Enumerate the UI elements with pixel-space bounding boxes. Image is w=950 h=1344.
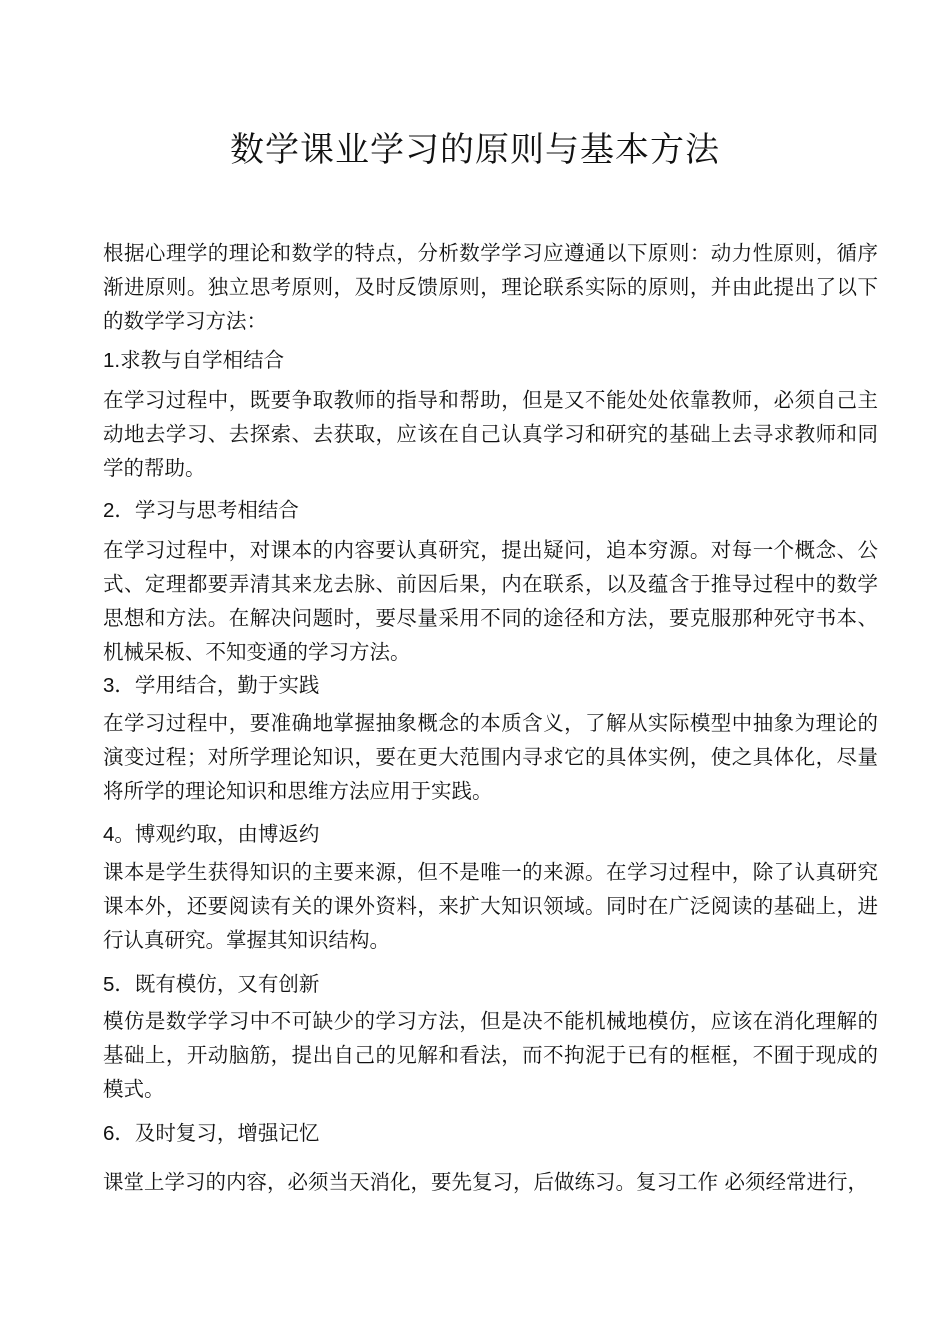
section-heading-4 <box>103 820 878 849</box>
section-heading-1 <box>103 346 878 375</box>
section-number: 4。 <box>103 823 135 846</box>
section-heading-6 <box>103 1119 878 1148</box>
section-body-6: 课堂上学习的内容，必须当天消化，要先复习，后做练习。复习工作 必须经常进行， <box>103 1170 869 1194</box>
section-number: 5． <box>103 973 135 996</box>
section-heading-text: 博观约取，由博返约 <box>134 822 320 846</box>
section-body-4: 课本是学生获得知识的主要来源，但不是唯一的来源。在学习过程中，除了认真研究课本外，还要阅读有关的课外资料，来扩大知识领域。同时在广泛阅读的基础上，进行认真研究。掌握其知识结构。 <box>103 860 878 952</box>
section-heading-5 <box>103 970 878 999</box>
section-body-1: 在学习过程中，既要争取教师的指导和帮助，但是又不能处处依靠教师，必须自己主动地去学习、去探索、去获取，应该在自己认真学习和研究的基础上去寻求教师和同学的帮助。 <box>103 388 878 480</box>
section-body-2: 在学习过程中，对课本的内容要认真研究，提出疑问，追本穷源。对每一个概念、公式、定理都要弄清其来龙去脉、前因后果，内在联系，以及蕴含于推导过程中的数学思想和方法。在解决问题时，要尽量采用不同的途径和方法，要克服那种死守书本、机械呆板、不知变通的学习方法。 <box>103 538 878 664</box>
section-number: 2． <box>103 499 135 522</box>
section-body-3: 在学习过程中，要准确地掌握抽象概念的本质含义，了解从实际模型中抽象为理论的演变过程；对所学理论知识，要在更大范围内寻求它的具体实例，使之具体化，尽量将所学的理论知识和思维方法应用于实践。 <box>103 711 878 803</box>
intro-paragraph: 根据心理学的理论和数学的特点，分析数学学习应遵通以下原则：动力性原则，循序渐进原则。独立思考原则，及时反馈原则，理论联系实际的原则，并由此提出了以下的数学学习方法： <box>103 241 878 333</box>
section-heading-text: 学用结合，勤于实践 <box>134 673 320 697</box>
section-heading-text: 学习与思考相结合 <box>134 498 299 522</box>
section-number: 3． <box>103 674 135 697</box>
section-heading-3 <box>103 671 878 700</box>
section-heading-text: 及时复习，增强记忆 <box>134 1121 320 1145</box>
section-heading-text: 既有模仿，又有创新 <box>134 972 320 996</box>
section-heading-text: 求教与自学相结合 <box>120 348 285 372</box>
section-heading-2 <box>103 496 878 525</box>
section-body-5: 模仿是数学学习中不可缺少的学习方法，但是决不能机械地模仿，应该在消化理解的基础上，开动脑筋，提出自己的见解和看法，而不拘泥于已有的框框，不囿于现成的模式。 <box>103 1009 878 1101</box>
document-title: 数学课业学习的原则与基本方法 <box>230 130 720 170</box>
section-number: 1. <box>103 349 121 372</box>
section-number: 6． <box>103 1122 135 1145</box>
